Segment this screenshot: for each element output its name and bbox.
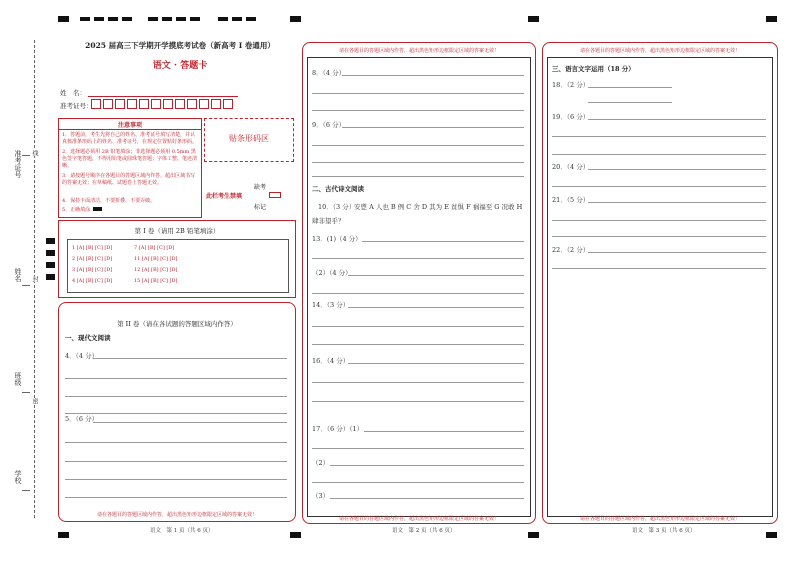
answer-line[interactable] [552,186,766,187]
answer-line[interactable] [330,498,524,499]
mark [46,274,55,280]
answer-line[interactable] [312,482,524,483]
absent-mark: 标记 [254,204,267,211]
notice-item: 2．选择题必须用 2B 铅笔填涂；非选择题必须用 0.5mm 黑色签字笔答题，不得用铅笔或圆珠笔答题；字体工整、笔迹清晰。 [62,149,198,170]
answer-line[interactable] [312,162,524,163]
exam-no-box[interactable] [163,99,173,109]
notice-title: 注意事项 [117,122,142,129]
mark [246,17,256,21]
q22-label: 22．（2 分） [552,246,590,254]
mark [218,17,228,21]
answer-line[interactable] [312,176,524,177]
answer-line[interactable] [588,169,766,170]
binding-line-char: 线 [31,150,38,156]
binding-tick [22,155,30,156]
footer-p2: 语文 第 2 页（共 6 页） [392,528,456,534]
notice-item: 3．请按题号顺序在各题目的答题区域内作答，超出区域书写的答案无效；在草稿纸、试题卷上答题无效。 [62,173,196,187]
exam-no-box[interactable] [139,99,149,109]
q17-2-label: （2） [312,459,330,467]
choice-row[interactable]: 15 [A] [B] [C] [D] [134,278,178,284]
answer-line[interactable] [312,110,524,111]
q13-1-label: 13．(1)（4 分） [312,235,362,243]
q21-label: 21．（5 分） [552,196,590,204]
answer-line[interactable] [65,413,287,414]
answer-line[interactable] [348,363,524,364]
notice-item: 4．保持卡面清洁，不要折叠、不要弄破。 [62,198,156,204]
q17-3-label: （3） [312,492,330,500]
q5-label: 5．（6 分） [65,415,99,423]
choice-row[interactable]: 7 [A] [B] [C] [D] [134,245,175,251]
binding-class: 班级 [14,372,22,386]
q10-text2: 肆非望乎？ [312,217,345,225]
answer-line[interactable] [552,236,766,237]
name-field[interactable] [88,96,238,97]
modern-reading-heading: 一、现代文阅读 [65,334,111,342]
absent-checkbox[interactable] [269,192,281,198]
answer-line[interactable] [65,497,287,498]
answer-line[interactable] [312,448,524,449]
answer-line[interactable] [588,119,766,120]
mark [176,17,186,21]
answer-line[interactable] [342,127,524,128]
binding-dense-char: 密 [31,398,38,404]
notice-item: 1．答题前，考生先将自己的姓名、准考证号填写清楚，并认真核准条形码上的姓名、准考证号，在规定位置贴好条形码。 [62,132,198,146]
exam-no-box[interactable] [175,99,185,109]
mark [58,532,69,538]
lang-use-heading: 三、语言文字运用（18 分） [552,65,635,73]
answer-line[interactable] [312,258,524,259]
mark [290,16,301,22]
exam-no-box[interactable] [127,99,137,109]
exam-no-box[interactable] [91,99,101,109]
answer-line[interactable] [552,268,766,269]
q20-label: 20．（4 分） [552,163,590,171]
footer-p1: 语文 第 1 页（共 6 页） [150,528,214,534]
answer-panel-p2 [302,42,536,524]
answer-panel-p3 [542,42,778,524]
binding-tick [22,285,30,286]
choice-panel [58,220,296,298]
notice-box [58,118,202,218]
q13-2-label: （2）（4 分） [312,269,352,277]
choice-grid [67,239,289,293]
warning-bottom: 请在各题目的答题区域内作答，超出黑色矩形边框限定区域的答案无效！ [338,516,499,522]
choice-row[interactable]: 4 [A] [B] [C] [D] [72,278,113,284]
warning-bottom: 请在各题目的答题区域内作答，超出黑色矩形边框限定区域的答案无效！ [579,516,740,522]
absent-missing: 缺考 [254,184,267,191]
answer-line[interactable] [364,431,524,432]
answer-line[interactable] [93,358,287,359]
mark [232,17,242,21]
sheet-title: 2025 届高三下学期开学摸底考试卷（新高考 I 卷通用） [85,41,275,50]
answer-line[interactable] [588,102,672,103]
mark [148,17,158,21]
mark [108,17,118,21]
q14-label: 14．（3 分） [312,301,350,309]
filled-sample [93,207,102,211]
exam-no-label: 准考证号： [60,102,93,110]
answer-line[interactable] [342,75,524,76]
answer-line[interactable] [348,307,524,308]
mark [290,532,301,538]
answer-line[interactable] [312,145,524,146]
choice-row[interactable]: 11 [A] [B] [C] [D] [134,256,178,262]
classical-heading: 二、古代诗文阅读 [312,185,364,193]
binding-school: 学校 [14,470,22,484]
binding-name: 姓名 [14,268,22,282]
exam-no-box[interactable] [103,99,113,109]
q4-label: 4．（4 分） [65,352,99,360]
q8-label: 8．（4 分） [312,69,346,77]
mark [528,16,539,22]
answer-line[interactable] [552,136,766,137]
answer-line[interactable] [312,401,524,402]
answer-line[interactable] [312,293,524,294]
mark [766,532,777,538]
absent-box [204,176,294,216]
notice-divider [59,129,201,130]
answer-line[interactable] [362,241,524,242]
answer-line[interactable] [312,93,524,94]
warning-top: 请在各题目的答题区域内作答，超出黑色矩形边框限定区域的答案无效！ [338,48,499,54]
sheet-subtitle: 语文 · 答题卡 [152,61,208,71]
q9-label: 9．（6 分） [312,121,346,129]
name-label: 姓 名： [60,89,86,97]
answer-line[interactable] [312,344,524,345]
q16-label: 16．（4 分） [312,357,350,365]
section1-title: 第 I 卷（请用 2B 铅笔填涂） [134,227,220,235]
mark [528,532,539,538]
section2-title: 第 II 卷（请在各试题的答题区域内作答） [117,320,237,328]
binding-exam-no: 准考证号 [14,150,22,178]
answer-line[interactable] [552,154,766,155]
mark [46,262,55,268]
answer-line[interactable] [552,220,766,221]
answer-line[interactable] [65,396,287,397]
choice-row[interactable]: 12 [A] [B] [C] [D] [134,267,178,273]
answer-panel-p1 [58,302,296,522]
answer-frame-p3 [547,57,773,517]
mark [162,17,172,21]
answer-line[interactable] [588,252,766,253]
exam-no-box[interactable] [187,99,197,109]
choice-row[interactable]: 1 [A] [B] [C] [D] [72,245,113,251]
answer-line[interactable] [65,442,287,443]
binding-tick [22,490,30,491]
absent-label: 此栏考生禁填 [206,193,243,200]
warning-top: 请在各题目的答题区域内作答，超出黑色矩形边框限定区域的答案无效！ [579,48,740,54]
answer-line[interactable] [312,326,524,327]
answer-line[interactable] [312,382,524,383]
answer-line[interactable] [588,202,766,203]
answer-line[interactable] [65,479,287,480]
answer-line[interactable] [93,422,287,423]
exam-no-box[interactable] [199,99,209,109]
exam-no-box[interactable] [223,99,233,109]
answer-frame-p2 [307,57,531,517]
answer-line[interactable] [588,87,672,88]
exam-no-box[interactable] [115,99,125,109]
q18-label: 18．（2 分） [552,81,590,89]
binding-tick [22,392,30,393]
warning-bottom: 请在各题目的答题区域内作答，超出黑色矩形边框限定区域的答案无效！ [96,512,257,518]
mark [190,17,200,21]
mark [122,17,132,21]
mark [94,17,104,21]
exam-no-box[interactable] [151,99,161,109]
q17-1-label: 17．（6 分）（1） [312,425,364,433]
binding-seal-char: 封 [31,276,38,282]
barcode-label: 贴条形码区 [229,134,269,143]
barcode-area [204,118,294,162]
mark [58,16,69,22]
answer-line[interactable] [330,465,524,466]
exam-no-box[interactable] [211,99,221,109]
footer-p3: 语文 第 3 页（共 6 页） [632,528,696,534]
q10-label: 10．（3 分） [318,203,356,211]
answer-line[interactable] [65,378,287,379]
q10-text: 安鬯 A 人也 B 例 C 舍 D 其为 E 贫惧 F 祸福至 G 况敢 H [354,203,523,211]
mark [766,16,777,22]
answer-line[interactable] [65,461,287,462]
answer-line[interactable] [348,275,524,276]
mark [46,238,55,244]
notice-item: 5．正确填涂 [62,207,91,213]
mark [46,250,55,256]
choice-row[interactable]: 2 [A] [B] [C] [D] [72,256,113,262]
q19-label: 19．（6 分） [552,113,590,121]
choice-row[interactable]: 3 [A] [B] [C] [D] [72,267,113,273]
mark [80,17,90,21]
